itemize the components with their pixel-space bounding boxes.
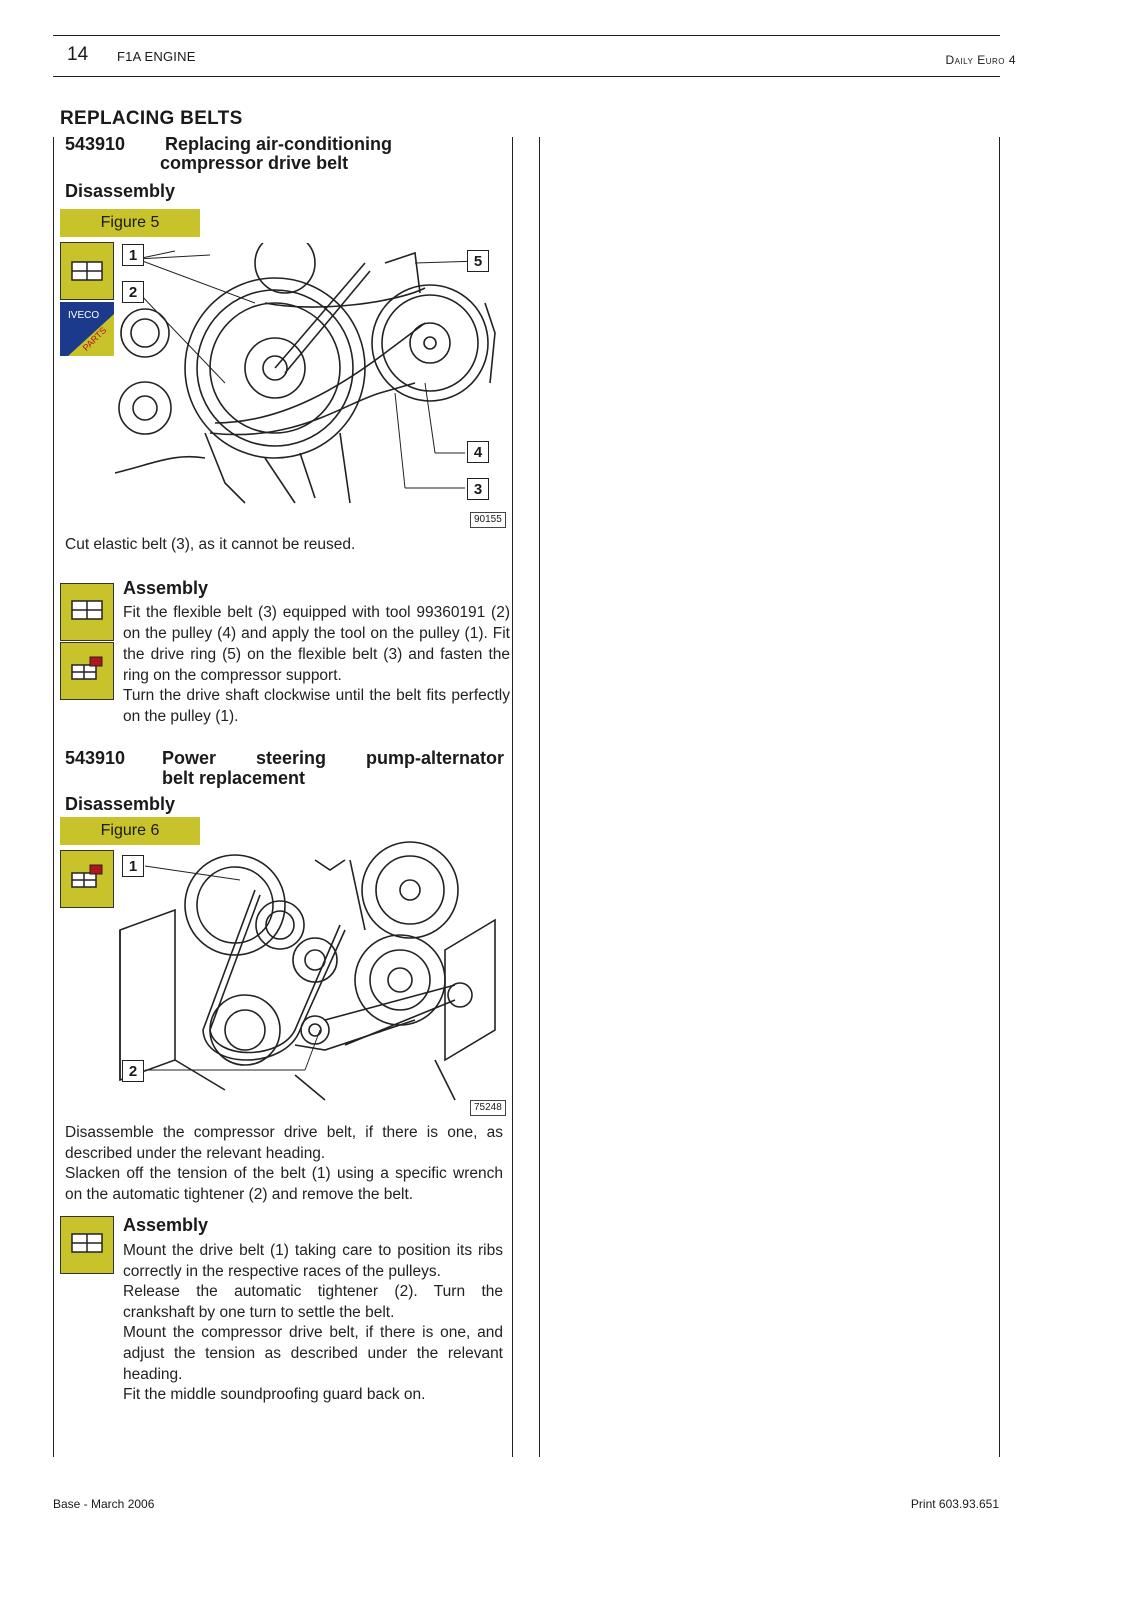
footer-left: Base - March 2006 [53, 1497, 155, 1511]
figure5-image-id: 90155 [470, 512, 506, 528]
section-title: REPLACING BELTS [60, 108, 243, 129]
footer-right: Print 603.93.651 [910, 1497, 999, 1511]
block1-assembly-text: Fit the flexible belt (3) equipped with tool 99360191 (2) on the pulley (4) and apply the tool on the pulley (1). Fit the drive ring (5) on the flexible belt (3) and fasten the ring on the compressor support. [123, 604, 510, 684]
block2-assembly-text2: Release the automatic tightener (2). Turn the crankshaft by one turn to settle the belt. [123, 1283, 503, 1321]
column-rule-right [999, 137, 1000, 1457]
block2-disassembly-text2: Slacken off the tension of the belt (1) using a specific wrench on the automatic tightener (2) and remove the belt. [65, 1165, 503, 1203]
fig6-callout-1: 1 [122, 855, 144, 877]
header-top-rule [53, 35, 1000, 36]
header-section: F1A ENGINE [117, 49, 196, 64]
block2-disassembly-heading: Disassembly [65, 794, 176, 814]
logo-brand-text: IVECO [68, 310, 100, 321]
fig5-callout-2: 2 [122, 281, 144, 303]
block2-code: 543910 [65, 748, 126, 768]
removal-grid-red-icon [60, 850, 114, 908]
assembly-grid-icon-2 [60, 1216, 114, 1274]
fig5-callout-4: 4 [467, 441, 489, 463]
figure5-label: Figure 5 [60, 209, 200, 237]
block1-assembly-text2: Turn the drive shaft clockwise until the belt fits perfectly on the pulley (1). [123, 687, 510, 725]
assembly-grid-icon [60, 583, 114, 641]
block1-title-line1: Replacing air-conditioning [165, 134, 393, 154]
fig5-callout-3: 3 [467, 478, 489, 500]
removal-grid-icon [60, 242, 114, 300]
block1-cut-text: Cut elastic belt (3), as it cannot be reused. [65, 536, 356, 553]
iveco-parts-logo [60, 302, 114, 356]
fig5-callout-5: 5 [467, 250, 489, 272]
block2-assembly-text1: Mount the drive belt (1) taking care to position its ribs correctly in the respective races of the pulleys. [123, 1242, 503, 1280]
figure6-image-id: 75248 [470, 1100, 506, 1116]
block2-assembly-text3: Mount the compressor drive belt, if there is one, and adjust the tension as described under the relevant heading. [123, 1324, 503, 1383]
header-manual: Daily Euro 4 [945, 53, 1016, 67]
fig5-callout-1: 1 [122, 244, 144, 266]
block2-title-line2: belt replacement [162, 768, 306, 788]
block2-assembly-heading: Assembly [123, 1215, 209, 1235]
block1-code: 543910 [65, 134, 126, 154]
column-rule-left [53, 137, 54, 1457]
block1-title-line2: compressor drive belt [160, 153, 349, 173]
block2-disassembly-text1: Disassemble the compressor drive belt, if there is one, as described under the relevant heading. [65, 1124, 503, 1162]
block2-assembly-text4: Fit the middle soundproofing guard back on. [123, 1386, 426, 1403]
figure5-illustration [115, 243, 510, 533]
column-rule-mid-b [539, 137, 540, 1457]
figure6-label: Figure 6 [60, 817, 200, 845]
fig6-callout-2: 2 [122, 1060, 144, 1082]
refit-grid-red-icon [60, 642, 114, 700]
block2-title-line1: Power steering pump-alternator [162, 748, 504, 768]
block1-disassembly-heading: Disassembly [65, 181, 176, 201]
column-rule-mid-a [512, 137, 513, 1457]
block1-assembly-heading: Assembly [123, 578, 209, 598]
logo-sub-text: PARTS [80, 325, 109, 353]
figure6-illustration [115, 830, 510, 1110]
page-number: 14 [67, 44, 89, 65]
header-bottom-rule [53, 76, 1000, 77]
